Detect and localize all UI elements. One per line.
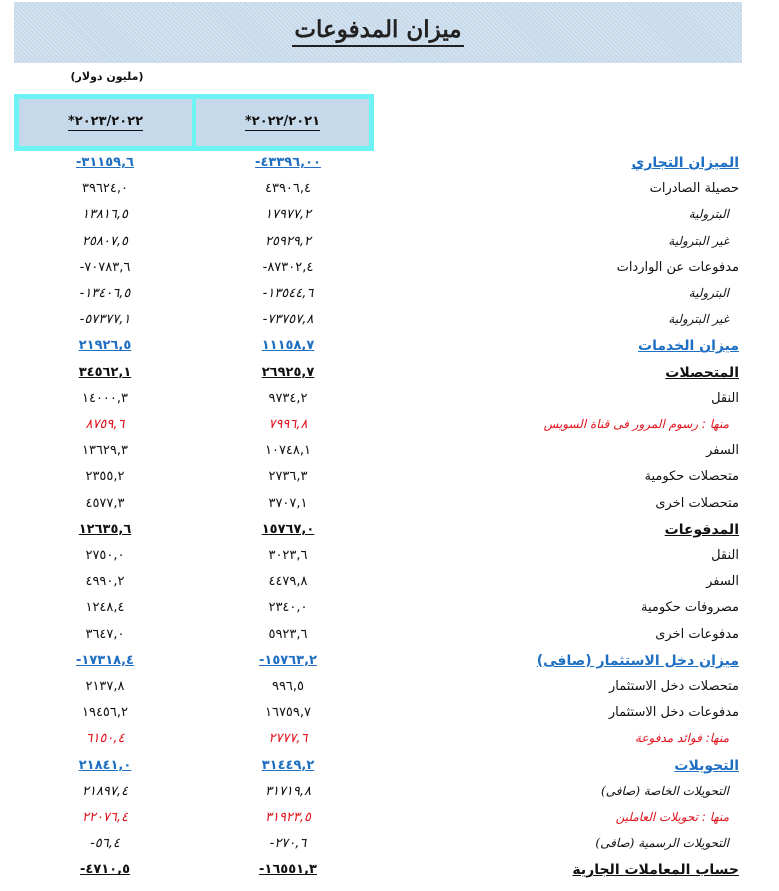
value-2022-2023: ٢١٨٩٧,٤ [81,783,129,799]
row-label: مدفوعات دخل الاستثمار [608,705,739,721]
row-label: منها: فوائد مدفوعة [634,731,729,746]
row-label: النقل [711,548,739,563]
header-col-2022: *٢٠٢٢/٢٠٢١ [196,99,369,146]
value-2022-2023: ٢٥٨٠٧,٥ [81,233,129,249]
table-row [0,388,779,412]
value-2022-2023: ٢٢٠٧٦,٤ [81,810,129,825]
table-row [0,440,779,464]
value-2021-2022: ٢٧٧٧,٦ [268,731,308,747]
value-2022-2023: ٣٤٥٦٢,١ [78,364,132,380]
value-2021-2022: ٣١٧١٩,٨ [264,783,312,799]
table-row [0,178,779,202]
row-label: مدفوعات اخرى [655,626,739,642]
value-2021-2022: ٢٧٣٦,٣ [268,469,308,485]
value-2021-2022: ١٥٧٦٧,٠ [261,521,315,537]
table-row [0,597,779,621]
table-row [0,309,779,333]
page-title: ميزان المدفوعات [14,16,742,43]
value-2021-2022: ١٦٧٥٩,٧ [264,705,312,721]
value-2021-2022: ٣٧٠٧,١ [268,495,308,511]
table-row [0,257,779,281]
value-2021-2022: ٢٦٩٢٥,٧ [261,364,315,380]
value-2021-2022: ٤٣٩٠٦,٤ [264,181,312,197]
value-2022-2023: ٢٣٥٥,٢ [85,469,125,485]
row-label: ميزان الخدمات [638,338,739,355]
value-2022-2023: -٤٧١٠,٥ [79,862,131,878]
row-label: غير البترولية [668,312,729,327]
table-row [0,833,779,857]
table-row [0,859,779,883]
value-2022-2023: -١٧٣١٨,٤ [76,652,134,668]
table-row [0,624,779,648]
table-row [0,493,779,517]
value-2021-2022: -٧٣٧٥٧,٨ [262,312,314,328]
header-col-2023: *٢٠٢٣/٢٠٢٢ [19,99,192,146]
value-2022-2023: ٤٥٧٧,٣ [85,495,125,511]
row-label: منها : تحويلات العاملين [615,810,729,824]
table-row [0,335,779,359]
row-label: المدفوعات [664,521,739,538]
value-2022-2023: ٢٧٥٠,٠ [85,548,125,563]
row-label: غير البترولية [668,233,729,248]
title-banner [14,2,742,63]
value-2021-2022: ٣١٤٤٩,٢ [261,757,315,773]
value-2022-2023: ١٢٤٨,٤ [85,600,125,616]
table-row [0,152,779,176]
value-2021-2022: ٣١٩٢٣,٥ [264,810,312,825]
value-2022-2023: -٥٧٣٧٧,١ [79,312,131,328]
table-row [0,650,779,674]
row-label: السفر [706,443,739,459]
row-label: مصروفات حكومية [640,600,739,616]
row-label: المتحصلات [665,364,739,381]
value-2021-2022: ٧٩٩٦,٨ [268,417,308,432]
row-label: التحويلات [674,757,739,774]
table-row [0,676,779,700]
value-2021-2022: -١٥٧٦٣,٢ [259,652,317,668]
table-row [0,755,779,779]
row-label: النقل [711,390,739,406]
table-row [0,702,779,726]
value-2022-2023: ١٣٨١٦,٥ [81,207,129,223]
table-row [0,231,779,255]
value-2022-2023: ١٩٤٥٦,٢ [81,705,129,721]
row-label: ميزان دخل الاستثمار (صافى) [536,652,739,669]
value-2022-2023: ٣٦٤٧,٠ [85,626,125,642]
value-2022-2023: -١٣٤٠٦,٥ [79,286,131,301]
value-2021-2022: -٢٧٠,٦ [269,836,307,852]
row-label: حصيلة الصادرات [649,181,739,197]
value-2021-2022: ٢٥٩٢٩,٢ [264,233,312,249]
value-2022-2023: ١٣٦٢٩,٣ [81,443,129,459]
table-row [0,571,779,595]
value-2021-2022: ١٧٩٧٧,٢ [264,207,312,223]
value-2022-2023: ٨٧٥٩,٦ [85,417,125,432]
value-2022-2023: -٣١١٥٩,٦ [76,155,134,170]
row-label: مدفوعات عن الواردات [616,259,739,275]
row-label: الميزان التجاري [631,155,739,171]
table-row [0,204,779,228]
value-2022-2023: ١٢٦٣٥,٦ [78,521,132,537]
value-2022-2023: ٤٩٩٠,٢ [85,574,125,590]
row-label: حساب المعاملات الجارية [572,862,739,879]
value-2021-2022: -٤٣٣٩٦,٠٠ [255,155,321,170]
row-label: البترولية [688,286,729,300]
value-2021-2022: ٢٣٤٠,٠ [268,600,308,616]
value-2022-2023: ٢١٩٢٦,٥ [78,338,132,354]
table-row [0,519,779,543]
value-2022-2023: -٥٦,٤ [90,836,120,852]
value-2021-2022: ٩٧٣٤,٢ [268,390,308,406]
row-label: التحويلات الرسمية (صافى) [595,836,729,851]
table-row [0,414,779,438]
row-label: متحصلات دخل الاستثمار [609,679,739,694]
value-2021-2022: -١٣٥٤٤,٦ [262,286,314,301]
value-2022-2023: ٢١٣٧,٨ [85,679,125,694]
table-row [0,283,779,307]
table-row [0,466,779,490]
table-row [0,545,779,569]
value-2022-2023: -٧٠٧٨٣,٦ [79,259,131,275]
value-2021-2022: -١٦٥٥١,٣ [259,862,317,878]
row-label: متحصلات حكومية [644,469,739,485]
value-2022-2023: ٦١٥٠,٤ [85,731,125,747]
value-2021-2022: -٨٧٣٠٢,٤ [262,259,314,275]
value-2021-2022: ١١١٥٨,٧ [261,338,315,354]
table-row [0,362,779,386]
value-2021-2022: ٣٠٢٣,٦ [268,548,308,563]
table-row [0,728,779,752]
column-header [14,94,374,151]
row-label: البترولية [688,207,729,222]
row-label: السفر [706,574,739,590]
unit-label: (مليون دولار) [70,70,144,83]
value-2022-2023: ٢١٨٤١,٠ [78,757,132,773]
value-2022-2023: ٣٩٦٢٤,٠ [81,181,129,197]
value-2021-2022: ٩٩٦,٥ [271,679,305,694]
value-2021-2022: ٤٤٧٩,٨ [268,574,308,590]
row-label: متحصلات اخرى [655,495,739,511]
table-row [0,781,779,805]
value-2021-2022: ٥٩٢٣,٦ [268,626,308,642]
row-label: منها : رسوم المرور فى قناة السويس [543,417,729,431]
table-row [0,807,779,831]
value-2021-2022: ١٠٧٤٨,١ [264,443,312,459]
value-2022-2023: ١٤٠٠٠,٣ [81,390,129,406]
row-label: التحويلات الخاصة (صافى) [601,783,729,798]
